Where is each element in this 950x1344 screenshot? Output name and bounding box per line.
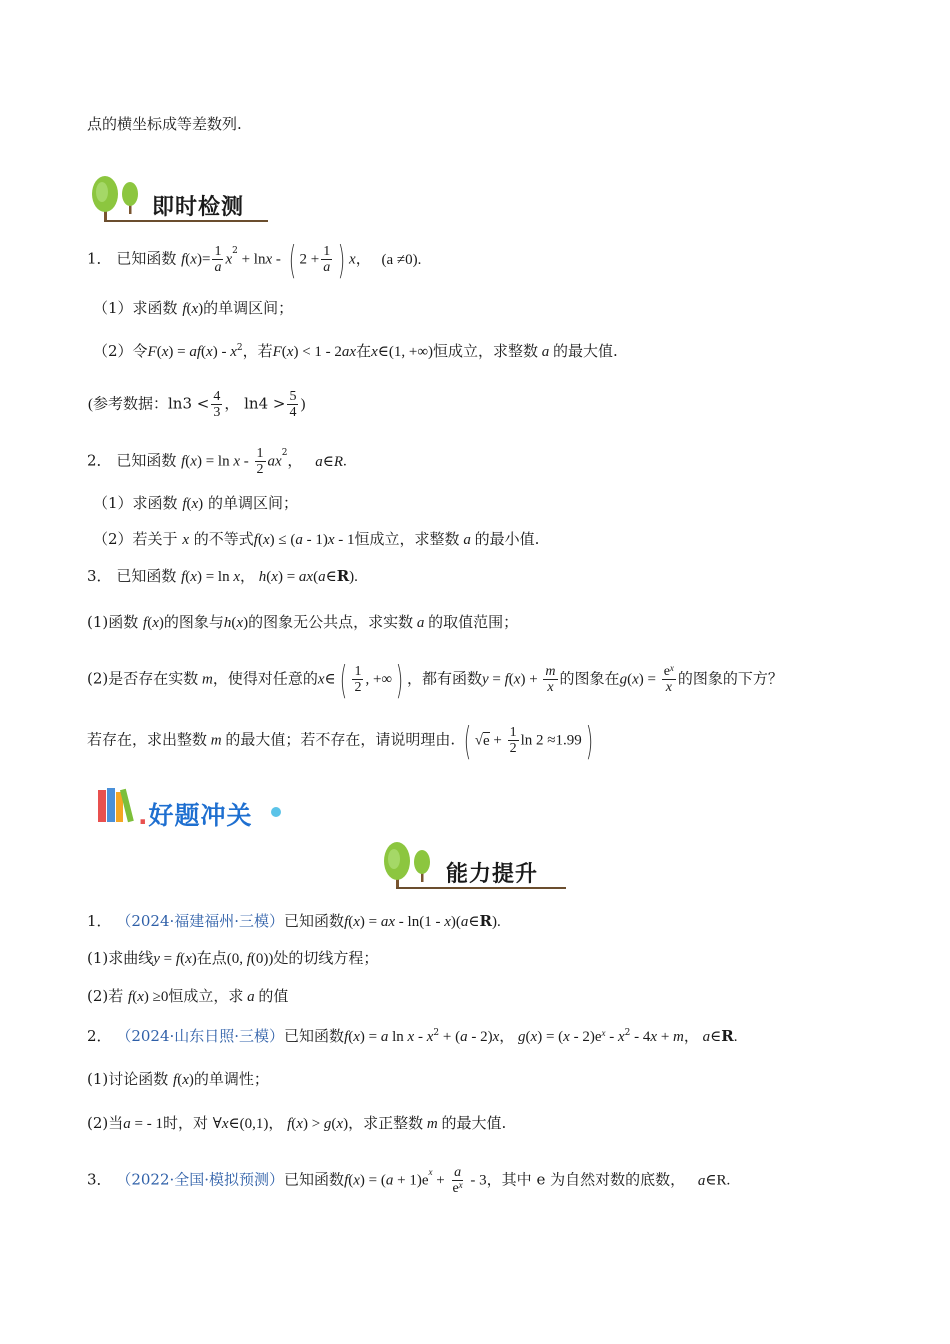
section-title-3: 能力提升 (446, 862, 539, 887)
q2-part1: （1）求函数 f(x) 的单调区间； (93, 494, 298, 512)
s3-q1-part2: (2)若 f(x) ≥0恒成立，求 a 的值 (87, 987, 289, 1005)
q3-part2: (2)是否存在实数 m，使得对任意的x∈( $\frac{1}{2}$ , +∞) ，都有函数y = f(x) + $\frac{m}{x}$ 的图象在g(x) = $\frac{e^x}{x}$ 的图象的下方？ (87, 657, 783, 702)
heading-rule (396, 887, 566, 889)
tree-icon (380, 840, 440, 890)
q1-part2: （2）令$F(x) = af(x) - x^2$，若F(x) < 1 - 2ax在x∈(1, +∞)恒成立，求整数 a 的最大值. (93, 342, 618, 360)
s3-q1-part1: (1)求曲线y = f(x)在点(0, f(0))处的切线方程； (87, 949, 379, 967)
books-icon (96, 786, 144, 826)
tree-icon (88, 174, 148, 222)
s3-q3-line: 3． （2022·全国·模拟预测）已知函数$f(x) = (a + 1)e^x$ + $\frac{a}{e^x}$ - 3，其中 e 为自然对数的底数， a∈R. (87, 1165, 731, 1196)
s3-q2-part2: (2)当a = - 1时，对 ∀x∈(0,1)， f(x) > g(x)，求正整数 m 的最大值. (87, 1114, 507, 1132)
q1-part1: （1）求函数 f(x)的单调区间； (93, 299, 294, 317)
s3-q2-part1: (1)讨论函数 f(x)的单调性； (87, 1070, 269, 1088)
q1-line: 1． 已知函数 f(x)= $\frac{1}{a}$ $x^2 + \ln x$ - ( 2 + $\frac{1}{a}$ ) x， (a ≠0). (87, 237, 422, 282)
s3-q1-line: 1． （2024·福建福州·三模）已知函数f(x) = ax - ln(1 - x)(a∈R). (87, 912, 501, 930)
q3-line: 3． 已知函数 f(x) = ln x， h(x) = ax(a∈R). (87, 567, 358, 585)
section-title-2: .好题冲关 (138, 801, 253, 830)
dot-icon (270, 806, 282, 818)
q1-reference: (参考数据：ln3 < $\frac{4}{3}$ ， ln4 > $\frac{5}{4}$ ) (88, 389, 306, 420)
q2-line: 2． 已知函数 f(x) = ln x - $\frac{1}{2}$ $ax^2$， a∈R. (87, 446, 347, 477)
heading-rule (104, 220, 268, 222)
q3-part1: (1)函数 f(x)的图象与h(x)的图象无公共点，求实数 a 的取值范围； (87, 613, 519, 631)
q3-part3: 若存在，求出整数 m 的最大值；若不存在，请说明理由. ( √e + $\frac{1}{2}$ ln 2 ≈1.99) (87, 718, 593, 763)
q2-part2: （2）若关于 x 的不等式f(x) ≤ (a - 1)x - 1恒成立，求整数 a 的最小值. (93, 530, 540, 548)
section-title-1: 即时检测 (152, 195, 245, 220)
intro-text: 点的横坐标成等差数列. (87, 115, 242, 133)
s3-q2-line: 2． （2024·山东日照·三模）已知函数f(x) = a $\ln x - x^2 + (a - 2)x$， $g(x) = (x - 2)e^x - x^2 - 4x + m$， a∈R. (87, 1027, 738, 1045)
